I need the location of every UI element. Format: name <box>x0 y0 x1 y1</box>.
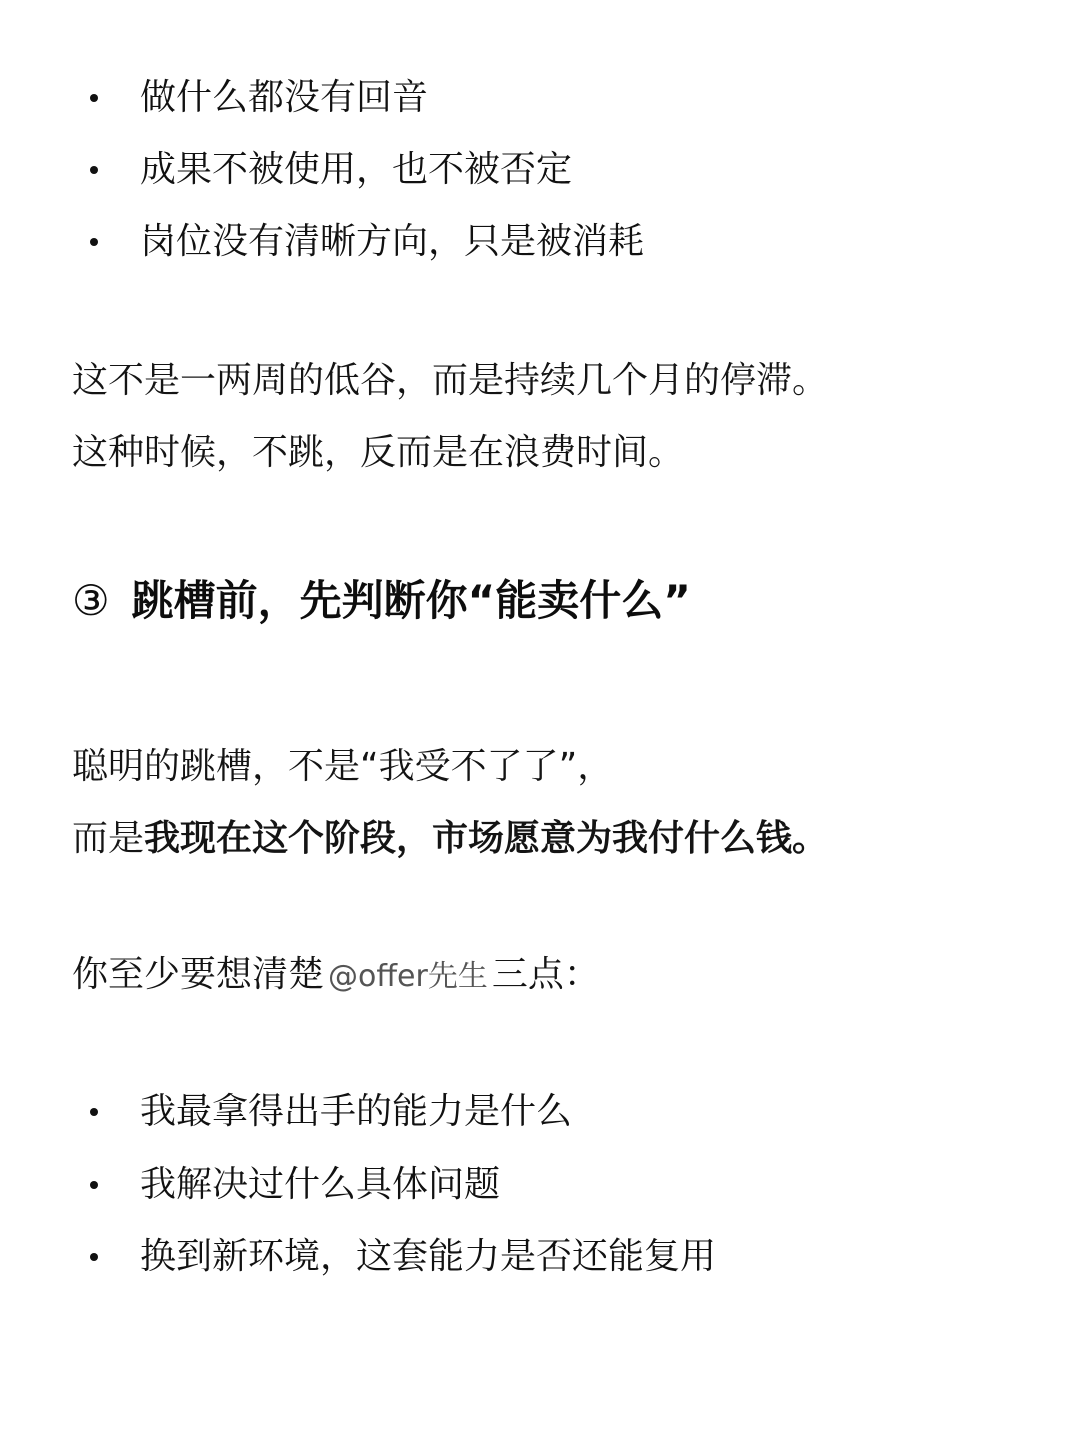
bullet-dot <box>90 1253 98 1261</box>
section-number: ③ <box>72 576 110 625</box>
list-item-text: 做什么都没有回音 <box>140 77 429 118</box>
emphasis-text: 我现在这个阶段，市场愿意为我付什么钱。 <box>144 818 829 859</box>
list-item-text: 岗位没有清晰方向，只是被消耗 <box>140 221 645 262</box>
paragraph-line <box>72 953 600 999</box>
paragraph-text: 三点： <box>491 954 600 995</box>
paragraph-text: 你至少要想清楚 <box>72 954 325 995</box>
paragraph-line: 这不是一两周的低谷，而是持续几个月的停滞。 <box>72 360 829 401</box>
paragraph-line <box>72 817 828 861</box>
list-item-text: 换到新环境，这套能力是否还能复用 <box>140 1236 717 1277</box>
list-item-text: 我最拿得出手的能力是什么 <box>140 1091 573 1132</box>
section-heading <box>72 576 691 626</box>
bullet-dot <box>90 1108 98 1116</box>
user-mention[interactable]: @offer先生 <box>328 959 488 994</box>
list-item-text: 我解决过什么具体问题 <box>140 1164 501 1205</box>
bullet-dot <box>90 1181 98 1189</box>
list-item-text: 成果不被使用，也不被否定 <box>140 149 573 190</box>
bullet-dot <box>90 238 98 246</box>
paragraph-line: 聪明的跳槽，不是“我受不了了”， <box>72 746 614 787</box>
paragraph-text: 而是 <box>72 818 145 859</box>
paragraph-line: 这种时候，不跳，反而是在浪费时间。 <box>72 432 685 473</box>
section-title: 跳槽前，先判断你“能卖什么” <box>131 576 691 625</box>
bullet-dot <box>90 94 98 102</box>
bullet-dot <box>90 166 98 174</box>
